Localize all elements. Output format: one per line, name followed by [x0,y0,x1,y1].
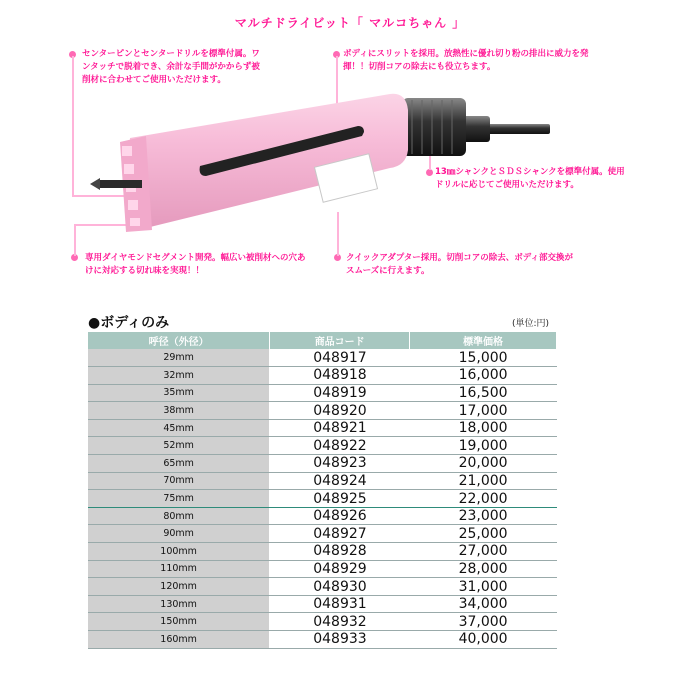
code-cell: 048925 [270,490,410,508]
table-row [88,349,557,367]
price-cell: 23,000 [410,507,557,525]
column-header-size: 呼径（外径） [88,332,270,349]
note-diamond-segment: 専用ダイヤモンドセグメント開発。幅広い被削材への穴あけに対応する切れ味を実現！！ [85,253,306,276]
code-cell: 048920 [270,402,410,420]
size-cell: 120mm [88,578,270,596]
price-cell: 18,000 [410,419,557,437]
note-slit: ボディにスリットを採用。放熱性に優れ切り粉の排出に威力を発揮！！切削コアの除去にも役立ちます。 [343,49,589,72]
column-header-code: 商品コード [270,332,410,349]
price-cell: 31,000 [410,578,557,596]
code-cell: 048917 [270,349,410,367]
table-header-row [88,332,557,349]
price-cell: 17,000 [410,402,557,420]
table-row [88,437,557,455]
size-cell: 32mm [88,367,270,385]
price-cell: 21,000 [410,472,557,490]
table-row [88,367,557,385]
size-cell: 70mm [88,472,270,490]
code-cell: 048923 [270,455,410,473]
note-shank: 13㎜シャンクとＳＤＳシャンクを標準付属。使用ドリルに応じてご使用いただけます。 [435,167,625,190]
note-quick-adapter: クイックアダプター採用。切削コアの除去、ボディ部交換がスムーズに行えます。 [346,253,574,276]
section-title: ●ボディのみ [88,315,170,331]
code-cell: 048924 [270,472,410,490]
price-cell: 16,000 [410,367,557,385]
column-header-price: 標準価格 [410,332,557,349]
code-cell: 048932 [270,613,410,631]
price-cell: 40,000 [410,631,557,649]
unit-label: (単位:円) [512,319,550,329]
code-cell: 048918 [270,367,410,385]
size-cell: 160mm [88,631,270,649]
size-cell: 52mm [88,437,270,455]
core-drill-bit-image [90,80,560,240]
size-cell: 75mm [88,490,270,508]
price-cell: 16,500 [410,384,557,402]
table-row [88,402,557,420]
price-cell: 28,000 [410,560,557,578]
price-cell: 20,000 [410,455,557,473]
size-cell: 110mm [88,560,270,578]
size-cell: 130mm [88,595,270,613]
code-cell: 048930 [270,578,410,596]
size-cell: 100mm [88,543,270,561]
size-cell: 38mm [88,402,270,420]
code-cell: 048919 [270,384,410,402]
size-cell: 80mm [88,507,270,525]
callout-line-bottom-left [74,224,76,256]
table-row [88,525,557,543]
callout-line-top-left [72,56,74,196]
table-row [88,631,557,649]
size-cell: 65mm [88,455,270,473]
price-cell: 34,000 [410,595,557,613]
size-cell: 150mm [88,613,270,631]
table-row [88,560,557,578]
size-cell: 35mm [88,384,270,402]
note-center-pin: センターピンとセンタードリルを標準付属。ワンタッチで脱着でき、余計な手間がかからず被削材に合わせてご使用いただけます。 [82,49,260,85]
price-cell: 19,000 [410,437,557,455]
table-row [88,578,557,596]
product-title: マルチドライビット「 マルコちゃん 」 [234,16,466,30]
code-cell: 048929 [270,560,410,578]
table-row [88,613,557,631]
table-row [88,490,557,508]
price-table [88,332,557,649]
size-cell: 45mm [88,419,270,437]
table-row [88,419,557,437]
code-cell: 048921 [270,419,410,437]
table-row [88,472,557,490]
code-cell: 048926 [270,507,410,525]
code-cell: 048922 [270,437,410,455]
price-cell: 25,000 [410,525,557,543]
table-row [88,507,557,525]
code-cell: 048928 [270,543,410,561]
table-row [88,384,557,402]
code-cell: 048933 [270,631,410,649]
table-row [88,543,557,561]
price-cell: 22,000 [410,490,557,508]
price-cell: 27,000 [410,543,557,561]
table-row [88,455,557,473]
code-cell: 048931 [270,595,410,613]
table-row [88,595,557,613]
size-cell: 29mm [88,349,270,367]
price-cell: 37,000 [410,613,557,631]
price-cell: 15,000 [410,349,557,367]
table-body [88,349,557,648]
code-cell: 048927 [270,525,410,543]
size-cell: 90mm [88,525,270,543]
